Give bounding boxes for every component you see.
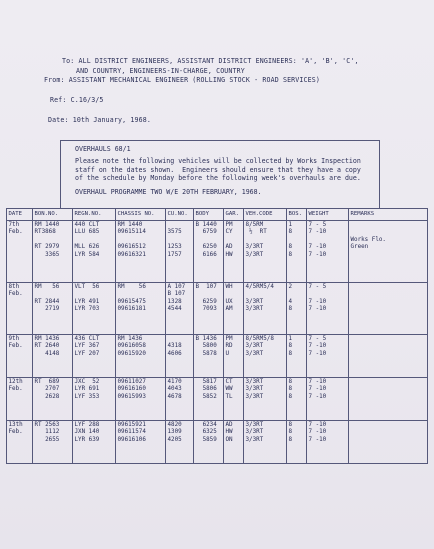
- overhauls-notice-box: [60, 140, 380, 209]
- cell-body: 5817 5806 5852: [194, 378, 224, 421]
- cell-weight: 7 - 5 7 -10 7 -10 7 -10: [307, 221, 349, 283]
- col-header-veh-code: VEH.CODE: [244, 209, 287, 221]
- cell-regn: JXC 52 LYR 691 LYF 353: [73, 378, 116, 421]
- table-row: [7, 421, 428, 464]
- col-header-body: BODY: [194, 209, 224, 221]
- table-header-row: [7, 209, 428, 221]
- cell-bon: RT 2563 1112 2655: [33, 421, 73, 464]
- cell-weight: 7 - 5 7 -10 7 -10: [307, 283, 349, 335]
- col-header-date: DATE: [7, 209, 33, 221]
- cell-chassis: 09611027 09616160 09615993: [116, 378, 166, 421]
- cell-body: B 107 6259 7093: [194, 283, 224, 335]
- col-header-bon: BON.NO.: [33, 209, 73, 221]
- cell-weight: 7 -10 7 -10 7 -10: [307, 421, 349, 464]
- cell-bos: 1 8 8 8: [287, 221, 307, 283]
- cell-cu: A 107 B 107 1328 4544: [166, 283, 194, 335]
- col-header-remarks: REMARKS: [349, 209, 428, 221]
- cell-gar: WH UX AM: [224, 283, 244, 335]
- notice-line-1: Please note the following vehicles will be collected by Works Inspection: [75, 157, 361, 165]
- cell-date: 8th Feb.: [7, 283, 33, 335]
- cell-cu: 4170 4043 4678: [166, 378, 194, 421]
- cell-cu: 4318 4606: [166, 335, 194, 378]
- col-header-cu: CU.NO.: [166, 209, 194, 221]
- cell-bos: 8 8 8: [287, 378, 307, 421]
- table-row: [7, 335, 428, 378]
- cell-chassis: 09615921 09611574 09616106: [116, 421, 166, 464]
- cell-veh-code: 3/3RT 3/3RT 3/3RT: [244, 421, 287, 464]
- overhauls-title: OVERHAULS 68/1: [75, 145, 131, 153]
- table-row: [7, 378, 428, 421]
- cell-regn: 436 CLT LYF 367 LYF 207: [73, 335, 116, 378]
- overhaul-schedule-table: [6, 208, 428, 464]
- cell-bos: 8 8 8: [287, 421, 307, 464]
- cell-date: 13th Feb.: [7, 421, 33, 464]
- col-header-bos: BOS.: [287, 209, 307, 221]
- table-row: [7, 221, 428, 283]
- cell-remarks: [349, 378, 428, 421]
- reference: Ref: C.16/3/5: [50, 96, 104, 104]
- cell-weight: 7 - 5 7 -10 7 -10: [307, 335, 349, 378]
- cell-bos: 1 8 8: [287, 335, 307, 378]
- cell-veh-code: 4/5RM5/4 3/3RT 3/3RT: [244, 283, 287, 335]
- col-header-weight: WEIGHT: [307, 209, 349, 221]
- cell-chassis: RM 1440 09615114 09616512 09616321: [116, 221, 166, 283]
- cell-remarks: [349, 283, 428, 335]
- table-row: [7, 283, 428, 335]
- cell-body: B 1436 5800 5878: [194, 335, 224, 378]
- cell-regn: VLT 56 LYR 491 LYR 703: [73, 283, 116, 335]
- cell-veh-code: 8/5RM5/8 3/3RT 3/3RT: [244, 335, 287, 378]
- cell-weight: 7 -10 7 -10 7 -10: [307, 378, 349, 421]
- cell-date: 12th Feb.: [7, 378, 33, 421]
- notice-line-2: staff on the dates shown. Engineers should ensure that they have a copy: [75, 165, 361, 174]
- col-header-gar: GAR.: [224, 209, 244, 221]
- cell-remarks: Works Flo. Green: [349, 221, 428, 283]
- cell-bon: RT 689 2707 2628: [33, 378, 73, 421]
- cell-remarks: [349, 421, 428, 464]
- cell-veh-code: 8/5RM ½ RT 3/3RT 3/3RT: [244, 221, 287, 283]
- cell-gar: PM RD U: [224, 335, 244, 378]
- notice-line-3: of the schedule by Monday before the following week's overhauls are due.: [75, 174, 361, 183]
- cell-veh-code: 3/3RT 3/3RT 3/3RT: [244, 378, 287, 421]
- programme-heading: OVERHAUL PROGRAMME TWO W/E 20TH FEBRUARY, 1968.: [75, 188, 262, 196]
- cell-regn: LYF 288 JXN 140 LYR 639: [73, 421, 116, 464]
- cell-date: 7th Feb.: [7, 221, 33, 283]
- cell-body: B 1440 6759 6250 6166: [194, 221, 224, 283]
- cell-cu: 3575 1253 1757: [166, 221, 194, 283]
- cell-bon: RM 1440 RT3868 RT 2979 3365: [33, 221, 73, 283]
- col-header-regn: REGN.NO.: [73, 209, 116, 221]
- cell-remarks: [349, 335, 428, 378]
- from-line: From: ASSISTANT MECHANICAL ENGINEER (ROLLING STOCK - ROAD SERVICES): [44, 76, 321, 84]
- cell-date: 9th Feb.: [7, 335, 33, 378]
- cell-chassis: RM 56 09615475 09616181: [116, 283, 166, 335]
- cell-cu: 4820 1309 4205: [166, 421, 194, 464]
- to-line-2: AND COUNTRY, ENGINEERS-IN-CHARGE, COUNTRY: [76, 67, 245, 75]
- cell-regn: 440 CLT LLU 685 MLL 626 LYR 584: [73, 221, 116, 283]
- cell-gar: CT WW TL: [224, 378, 244, 421]
- cell-gar: AD HW ON: [224, 421, 244, 464]
- cell-bon: RM 1436 RT 2640 4148: [33, 335, 73, 378]
- cell-body: 6234 6325 5859: [194, 421, 224, 464]
- cell-bon: RM 56 RT 2844 2719: [33, 283, 73, 335]
- cell-chassis: RM 1436 09616058 09615920: [116, 335, 166, 378]
- document-date: Date: 10th January, 1968.: [48, 116, 151, 124]
- cell-bos: 2 4 8: [287, 283, 307, 335]
- to-line-1: To: ALL DISTRICT ENGINEERS, ASSISTANT DISTRICT ENGINEERS: 'A', 'B', 'C',: [62, 57, 359, 65]
- cell-gar: PM CY AD HW: [224, 221, 244, 283]
- col-header-chassis: CHASSIS NO.: [116, 209, 166, 221]
